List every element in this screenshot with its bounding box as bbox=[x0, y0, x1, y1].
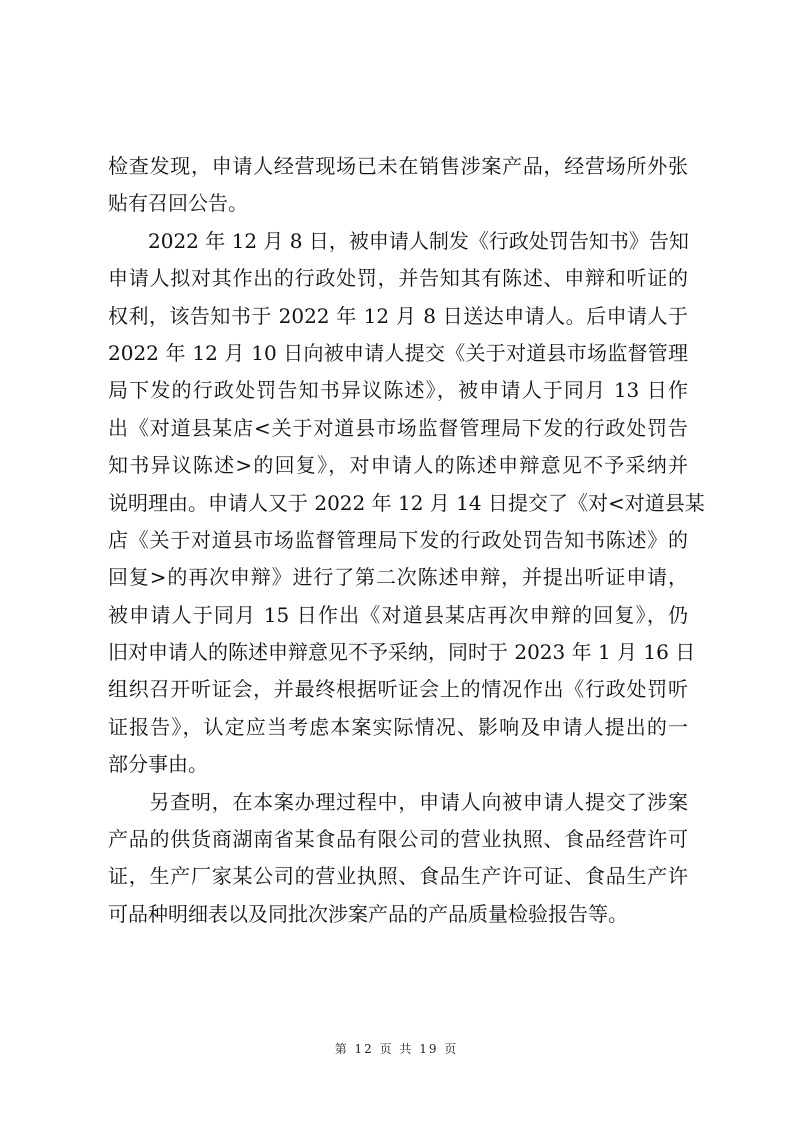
text-line: 另查明，在本案办理过程中，申请人向被申请人提交了涉案 bbox=[108, 789, 688, 814]
text-line: 权利，该告知书于 2022 年 12 月 8 日送达申请人。后申请人于 bbox=[108, 303, 688, 328]
text-line: 知书异议陈述>的回复》，对申请人的陈述申辩意见不予采纳并 bbox=[108, 453, 688, 478]
text-line: 贴有召回公告。 bbox=[108, 191, 248, 216]
text-line: 证报告》，认定应当考虑本案实际情况、影响及申请人提出的一 bbox=[108, 714, 688, 739]
text-line: 店《关于对道县市场监督管理局下发的行政处罚告知书陈述》的 bbox=[108, 527, 688, 552]
text-line: 出《对道县某店<关于对道县市场监督管理局下发的行政处罚告 bbox=[108, 415, 688, 440]
text-line: 可品种明细表以及同批次涉案产品的产品质量检验报告等。 bbox=[108, 901, 628, 926]
text-line: 申请人拟对其作出的行政处罚，并告知其有陈述、申辩和听证的 bbox=[108, 266, 688, 291]
text-line: 说明理由。申请人又于 2022 年 12 月 14 日提交了《对<对道县某 bbox=[108, 490, 705, 515]
text-line: 2022 年 12 月 8 日，被申请人制发《行政处罚告知书》告知 bbox=[108, 228, 689, 253]
text-line: 回复>的再次申辩》进行了第二次陈述申辩，并提出听证申请， bbox=[108, 565, 688, 590]
document-body bbox=[108, 148, 705, 933]
text-line: 被申请人于同月 15 日作出《对道县某店再次申辩的回复》，仍 bbox=[108, 602, 688, 627]
text-line: 产品的供货商湖南省某食品有限公司的营业执照、食品经营许可 bbox=[108, 827, 688, 852]
text-line: 旧对申请人的陈述申辩意见不予采纳，同时于 2023 年 1 月 16 日 bbox=[108, 640, 696, 665]
text-line: 部分事由。 bbox=[108, 752, 208, 777]
text-line: 检查发现，申请人经营现场已未在销售涉案产品，经营场所外张 bbox=[108, 154, 688, 178]
page-number-footer: 第 12 页 共 19 页 bbox=[334, 1042, 459, 1056]
text-line: 2022 年 12 月 10 日向被申请人提交《关于对道县市场监督管理 bbox=[108, 340, 688, 365]
text-line: 组织召开听证会，并最终根据听证会上的情况作出《行政处罚听 bbox=[108, 677, 688, 702]
text-line: 证，生产厂家某公司的营业执照、食品生产许可证、食品生产许 bbox=[108, 864, 688, 889]
text-line: 局下发的行政处罚告知书异议陈述》，被申请人于同月 13 日作 bbox=[108, 378, 688, 403]
